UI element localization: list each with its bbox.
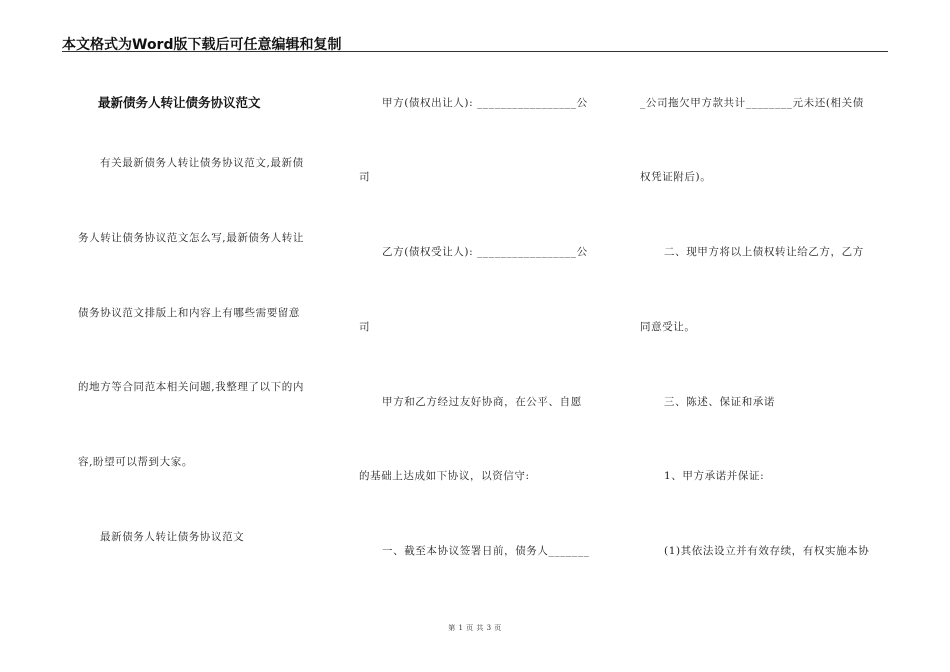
text-line: 司 [359, 321, 371, 333]
text-line: 容,盼望可以帮到大家。 [78, 456, 193, 468]
text-line: 甲方和乙方经过友好协商，在公平、自愿 [382, 396, 582, 408]
text-line: 最新债务人转让债务协议范文 [100, 531, 245, 543]
text-line: 同意受让。 [640, 321, 696, 333]
text-line: 债务协议范文排版上和内容上有哪些需要留意 [78, 307, 300, 319]
page-number: 第 1 页 共 3 页 [448, 624, 502, 632]
text-line: 司 [359, 171, 371, 183]
header-divider [62, 51, 888, 52]
document-title: 最新债务人转让债务协议范文 [98, 95, 261, 110]
document-header-title: 本文格式为Word版下载后可任意编辑和复制 [62, 37, 342, 53]
text-line: 甲方(债权出让人): _________________公 [382, 97, 588, 109]
text-line: _公司拖欠甲方款共计________元未还(相关债 [640, 97, 864, 109]
text-line: 有关最新债务人转让债务协议范文,最新债 [100, 157, 304, 169]
text-line: 一、截至本协议签署日前，债务人_______ [382, 545, 590, 557]
text-line: 三、陈述、保证和承诺 [664, 396, 775, 408]
text-line: 权凭证附后)。 [640, 171, 712, 183]
text-line: 务人转让债务协议范文怎么写,最新债务人转让 [78, 232, 304, 244]
text-line: 二、现甲方将以上债权转让给乙方，乙方 [664, 246, 864, 258]
text-line: (1)其依法设立并有效存续，有权实施本协 [664, 545, 870, 557]
text-line: 的地方等合同范本相关问题,我整理了以下的内 [78, 381, 304, 393]
text-line: 1、甲方承诺并保证: [664, 470, 765, 482]
text-line: 的基础上达成如下协议，以资信守: [359, 470, 530, 482]
text-line: 乙方(债权受让人): _________________公 [382, 246, 588, 258]
